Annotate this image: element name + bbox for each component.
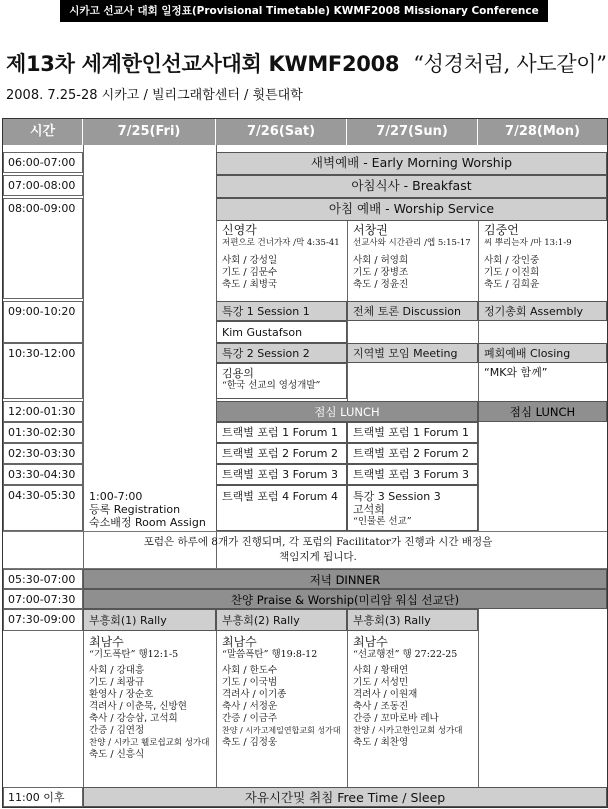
rally1-line: 환영사 / 장순호 [89, 689, 154, 700]
rally1: 부흥회(1) Rally [83, 609, 216, 631]
registration-label: 등록 Registration [89, 503, 181, 516]
ws-sun-name: 서창권 [353, 223, 388, 237]
session3 [347, 485, 478, 531]
forum3-sat: 트랙별 포럼 3 Forum 3 [216, 464, 347, 485]
closing: 폐회예배 Closing [478, 343, 607, 363]
early-worship: 새벽예배 - Early Morning Worship [216, 152, 607, 175]
rally1-line: 격려사 / 이춘묵, 신방현 [89, 701, 187, 712]
ws-sun [348, 221, 478, 299]
ws-sat-line: 기도 / 김문수 [222, 267, 278, 278]
dinner: 저녁 DINNER [83, 569, 607, 589]
rally2-line: 축사 / 서정운 [222, 701, 278, 712]
rally3-speaker: 최남수 [353, 635, 388, 649]
rally2-line: 격려사 / 이기종 [222, 689, 287, 700]
registration-time: 1:00-7:00 [89, 490, 143, 503]
breakfast: 아침식사 - Breakfast [216, 175, 607, 198]
time-0800: 08:00-09:00 [3, 198, 83, 299]
ws-sat-verse: 저편으로 건너가자 /막 4:35-41 [222, 238, 340, 248]
rally2-line: 간증 / 이금주 [222, 713, 278, 724]
page-subtitle: 2008. 7.25-28 시카고 / 빌리그래함센터 / 휫튼대학 [6, 88, 303, 103]
rally3-line: 사회 / 황태연 [353, 665, 409, 676]
forum1-sat: 트랙별 포럼 1 Forum 1 [216, 422, 347, 443]
forum-note: 포럼은 하루에 8개가 진행되며, 각 포럼의 Facilitator가 진행과 시간 배정을 책임지게 됩니다. [143, 536, 493, 563]
time-1200: 12:00-01:30 [3, 401, 83, 422]
time-1100: 11:00 이후 [3, 787, 83, 807]
rally2-detail [217, 633, 347, 787]
rally1-verse: “기도폭탄” 행12:1-5 [89, 649, 179, 660]
rally1-line: 간증 / 김연정 [89, 725, 145, 736]
rally1-line: 찬양 / 시카고 휄로쉽교회 성가대 [89, 738, 210, 748]
ws-mon-line: 기도 / 이진희 [484, 267, 540, 278]
page-title [6, 48, 607, 78]
time-0230: 02:30-03:30 [3, 443, 83, 464]
rally2: 부흥회(2) Rally [216, 609, 347, 631]
rally3: 부흥회(3) Rally [347, 609, 478, 631]
regional-meeting: 지역별 모임 Meeting [347, 343, 478, 363]
ws-sat [217, 221, 347, 299]
time-1030: 10:30-12:00 [3, 343, 83, 399]
rally2-line: 찬양 / 시카고제일연합교회 성가대 [222, 726, 341, 735]
lunch: 점심 LUNCH [216, 401, 478, 422]
rally1-speaker: 최남수 [89, 635, 124, 649]
title-main: 제13차 세계한인선교사대회 KWMF2008 [6, 52, 400, 76]
rally1-detail [84, 633, 216, 787]
time-0530: 05:30-07:00 [3, 569, 83, 589]
rally3-detail [348, 633, 478, 787]
ws-sat-line: 사회 / 강성일 [222, 255, 278, 266]
time-0430: 04:30-05:30 [3, 485, 83, 531]
closing-topic: “MK와 함께” [484, 366, 548, 379]
col-header-time: 시간 [3, 119, 83, 145]
session1: 특강 1 Session 1 [216, 301, 347, 321]
time-0700pm: 07:00-07:30 [3, 589, 83, 609]
ws-sun-line: 기도 / 장병조 [353, 267, 409, 278]
time-0130: 01:30-02:30 [3, 422, 83, 443]
forum2-sat: 트랙별 포럼 2 Forum 2 [216, 443, 347, 464]
registration [84, 487, 215, 531]
ws-sun-line: 축도 / 정윤진 [353, 279, 409, 290]
col-header-mon: 7/28(Mon) [478, 119, 607, 145]
rally3-line: 축도 / 최찬영 [353, 737, 409, 748]
col-header-sun: 7/27(Sun) [347, 119, 478, 145]
ws-sun-verse: 선교사와 시간관리 /엡 5:15-17 [353, 238, 471, 248]
praise-worship: 찬양 Praise & Worship(미리암 워십 선교단) [83, 589, 607, 609]
rally1-line: 축사 / 강승삼, 고석희 [89, 713, 178, 724]
session2-speaker: 김용의 [222, 367, 254, 380]
ws-mon [479, 221, 607, 299]
session2: 특강 2 Session 2 [216, 343, 347, 363]
rally3-line: 격려사 / 이원재 [353, 689, 418, 700]
forum4-sat: 트랙별 포럼 4 Forum 4 [216, 485, 347, 531]
time-0330: 03:30-04:30 [3, 464, 83, 485]
room-assign-label: 숙소배정 Room Assign [89, 516, 206, 529]
free-time: 자유시간및 취침 Free Time / Sleep [83, 787, 607, 807]
ws-mon-name: 김중언 [484, 223, 519, 237]
rally1-line: 축도 / 신흥식 [89, 749, 145, 760]
forum2-sun: 트랙별 포럼 2 Forum 2 [347, 443, 478, 464]
col-header-sat: 7/26(Sat) [216, 119, 347, 145]
top-banner-text: 시카고 선교사 대회 일정표(Provisional Timetable) KWMF2008 Missionary Conference [60, 0, 548, 22]
forum3-sun: 트랙별 포럼 3 Forum 3 [347, 464, 478, 485]
session3-topic: “인물론 선교” [353, 516, 412, 527]
session1-speaker: Kim Gustafson [216, 321, 347, 343]
session2-detail [216, 363, 347, 399]
time-0700: 07:00-08:00 [3, 175, 83, 196]
schedule-table [2, 118, 608, 808]
ws-sun-line: 사회 / 허영희 [353, 255, 409, 266]
forum1-sun: 트랙별 포럼 1 Forum 1 [347, 422, 478, 443]
worship-service: 아침 예배 - Worship Service [216, 198, 607, 221]
ws-sat-line: 축도 / 최병국 [222, 279, 278, 290]
rally2-line: 기도 / 이국범 [222, 677, 278, 688]
assembly: 정기총회 Assembly [478, 301, 607, 321]
rally1-line: 기도 / 최광규 [89, 677, 145, 688]
top-banner [0, 0, 608, 22]
ws-sat-name: 신영각 [222, 223, 257, 237]
rally3-line: 기도 / 서성민 [353, 677, 409, 688]
rally2-verse: “말씀폭탄” 행19:8-12 [222, 649, 318, 660]
rally1-line: 사회 / 강대흥 [89, 665, 145, 676]
time-0600: 06:00-07:00 [3, 152, 83, 173]
rally2-line: 축도 / 김정웅 [222, 737, 278, 748]
time-0900: 09:00-10:20 [3, 301, 83, 343]
discussion: 전체 토론 Discussion [347, 301, 478, 321]
rally3-line: 찬양 / 시카고한인교회 성가대 [353, 726, 463, 736]
session2-topic: “한국 선교의 영성개발” [222, 380, 321, 391]
ws-mon-line: 사회 / 강인중 [484, 255, 540, 266]
time-0730pm: 07:30-09:00 [3, 609, 83, 631]
rally2-speaker: 최남수 [222, 635, 257, 649]
session3-speaker: 고석희 [353, 503, 385, 516]
ws-mon-line: 축도 / 김희윤 [484, 279, 540, 290]
rally3-verse: “선교행전” 행 27:22-25 [353, 649, 458, 660]
rally2-line: 사회 / 한도수 [222, 665, 278, 676]
lunch-mon: 점심 LUNCH [478, 401, 607, 422]
col-header-fri: 7/25(Fri) [83, 119, 216, 145]
rally3-line: 축사 / 조동진 [353, 701, 409, 712]
rally3-line: 간증 / 꼬마로바 레나 [353, 713, 439, 724]
title-quote: “성경처럼, 사도같이” [413, 52, 607, 76]
ws-mon-verse: 씨 뿌리는자 /마 13:1-9 [484, 238, 572, 248]
session3-title: 특강 3 Session 3 [353, 490, 441, 503]
